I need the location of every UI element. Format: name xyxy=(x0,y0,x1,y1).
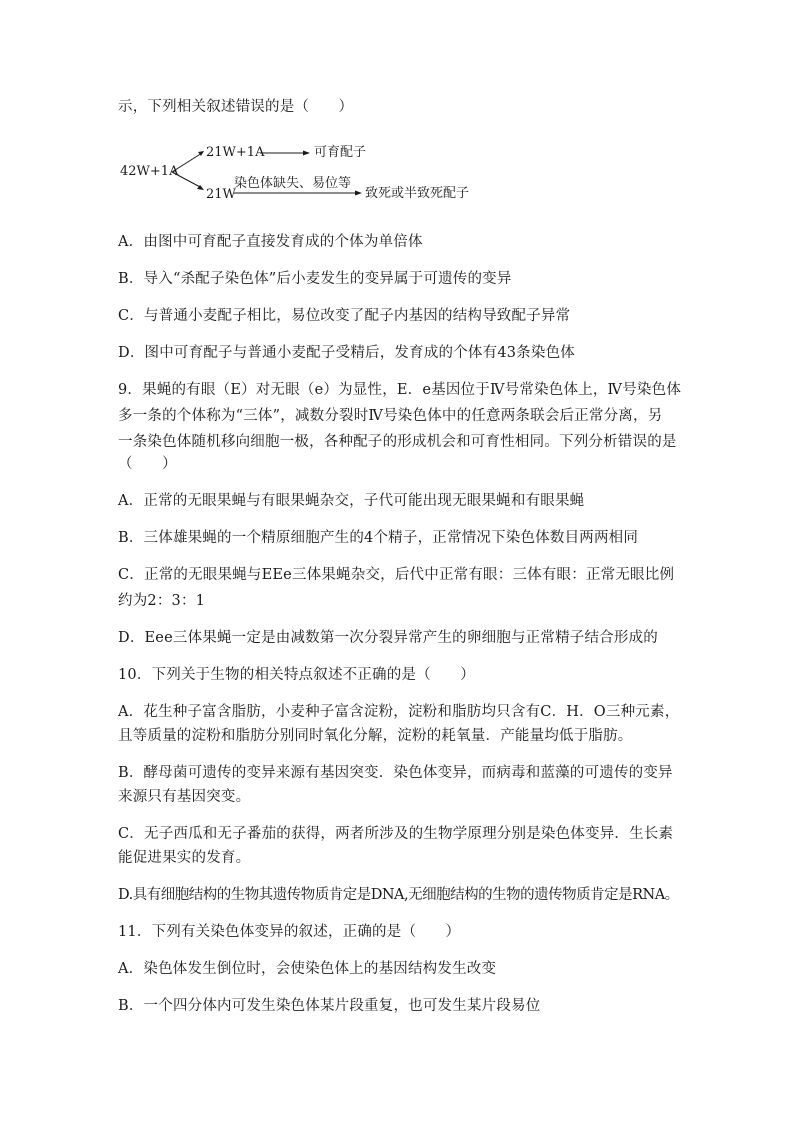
question-9-option-c: 约为2：3：1 xyxy=(118,593,206,609)
top-arrowhead xyxy=(303,151,310,156)
question-10-option-a: A．花生种子富含脂肪，小麦种子富含淀粉，淀粉和脂肪均只含有C．H．O三种元素， xyxy=(118,704,680,720)
question-9-stem: （ ） xyxy=(118,456,177,472)
diagram-top-target-label: 21W+1A xyxy=(206,145,265,160)
diagram-source-label: 42W+1A xyxy=(120,164,179,179)
gamete-diagram xyxy=(118,136,518,216)
question-11-option-a: A．染色体发生倒位时，会使染色体上的基因结构发生改变 xyxy=(118,961,497,977)
question-10-option-c: C．无子西瓜和无子番茄的获得，两者所涉及的生物学原理分别是染色体变异．生长素 xyxy=(118,826,674,842)
option-b: B．导入“杀配子染色体”后小麦发生的变异属于可遗传的变异 xyxy=(118,271,512,287)
question-9-option-c: C．正常的无眼果蝇与EEe三体果蝇杂交，后代中正常有眼：三体有眼：正常无眼比例 xyxy=(118,567,675,583)
question-9-stem: 一条染色体随机移向细胞一极，各种配子的形成机会和可育性相同。下列分析错误的是 xyxy=(118,434,677,450)
question-10-option-a: 且等质量的淀粉和脂肪分别同时氧化分解，淀粉的耗氧量．产能量均低于脂肪。 xyxy=(118,728,633,744)
question-9-option-d: D．Eee三体果蝇一定是由减数第一次分裂异常产生的卵细胞与正常精子结合形成的 xyxy=(118,630,658,646)
question-9-stem: 多一条的个体称为“三体”，减数分裂时Ⅳ号染色体中的任意两条联会后正常分离，另 xyxy=(118,408,663,424)
question-9-option-b: B．三体雄果蝇的一个精原细胞产生的4个精子，正常情况下染色体数目两两相同 xyxy=(118,530,639,546)
question-10-option-d: D.具有细胞结构的生物其遗传物质肯定是DNA,无细胞结构的生物的遗传物质肯定是RNA。 xyxy=(118,887,679,903)
diagram-bottom-result-label: 致死或半致死配子 xyxy=(365,186,470,201)
question-10-option-b: 来源只有基因突变。 xyxy=(118,789,251,805)
diagram-top-result-label: 可育配子 xyxy=(314,145,367,160)
option-d: D．图中可育配子与普通小麦配子受精后，发育成的个体有43条染色体 xyxy=(118,345,575,361)
question-9-option-a: A．正常的无眼果蝇与有眼果蝇杂交，子代可能出现无眼果蝇和有眼果蝇 xyxy=(118,493,585,509)
question-11-stem: 11．下列有关染色体变异的叙述，正确的是（ ） xyxy=(118,924,461,940)
question-9-stem: 9．果蝇的有眼（E）对无眼（e）为显性，E．e基因位于Ⅳ号常染色体上，Ⅳ号染色体 xyxy=(118,382,682,398)
question-intro-line: 示，下列相关叙述错误的是（ ） xyxy=(118,99,354,115)
diagram-arrow-caption: 染色体缺失、易位等 xyxy=(234,176,352,191)
question-11-option-b: B．一个四分体内可发生染色体某片段重复，也可发生某片段易位 xyxy=(118,998,541,1014)
question-10-option-c: 能促进果实的发育。 xyxy=(118,850,251,866)
option-c: C．与普通小麦配子相比，易位改变了配子内基因的结构导致配子异常 xyxy=(118,308,571,324)
question-10-stem: 10．下列关于生物的相关特点叙述不正确的是（ ） xyxy=(118,667,475,683)
option-a: A．由图中可育配子直接发育成的个体为单倍体 xyxy=(118,234,423,250)
question-10-option-b: B．酵母菌可遗传的变异来源有基因突变．染色体变异，而病毒和蓝藻的可遗传的变异 xyxy=(118,765,673,781)
diagram-bottom-target-label: 21W xyxy=(206,187,236,202)
bottom-arrowhead xyxy=(355,191,362,196)
